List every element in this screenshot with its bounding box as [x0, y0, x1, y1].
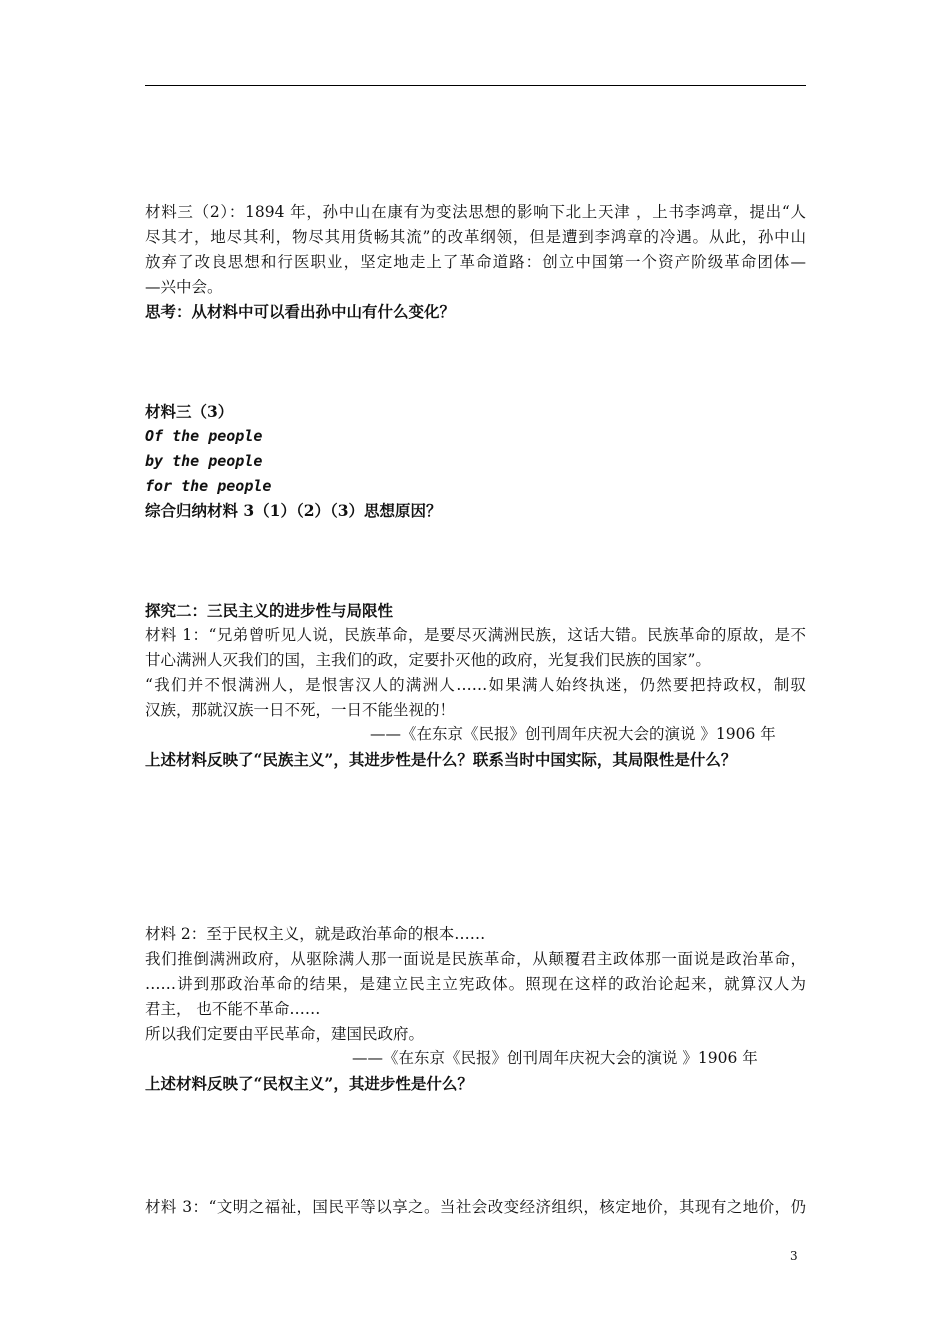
question-3: 上述材料反映了“民族主义”，其进步性是什么？联系当时中国实际，其局限性是什么？: [145, 750, 737, 769]
material-3-2-line-4: —兴中会。: [145, 278, 223, 296]
material-2-line-2: 我们推倒满洲政府，从驱除满人那一面说是民族革命，从颠覆君主政体那一面说是政治革命，: [145, 950, 806, 968]
material-3-2-line-3: 放弃了改良思想和行医职业，坚定地走上了革命道路：创立中国第一个资产阶级革命团体—: [145, 253, 806, 271]
material-1-line-1: 材料 1：“兄弟曾听见人说，民族革命，是要尽灭满洲民族，这话大错。民族革命的原故，是不: [145, 626, 806, 644]
material-3-2-line-1: 材料三（2）：1894 年，孙中山在康有为变法思想的影响下北上天津 ，上书李鸿章，提出“人: [145, 203, 806, 221]
material-3-line-1: 材料 3：“文明之福祉，国民平等以享之。当社会改变经济组织，核定地价，其现有之地价，仍: [145, 1198, 806, 1216]
page-number: 3: [790, 1249, 798, 1263]
material-2-line-3: ……讲到那政治革命的结果，是建立民主立宪政体。照现在这样的政治论起来，就算汉人为: [145, 975, 806, 993]
material-2-line-5: 所以我们定要由平民革命，建国民政府。: [145, 1025, 425, 1043]
material-2-source: ——《在东京《民报》创刊周年庆祝大会的演说 》1906 年: [352, 1049, 758, 1067]
material-1-line-3: “我们并不恨满洲人，是恨害汉人的满洲人……如果满人始终执迷，仍然要把持政权，制驭: [145, 676, 806, 694]
material-1-line-4: 汉族，那就汉族一日不死，一日不能坐视的！: [145, 701, 456, 719]
material-1-source: ——《在东京《民报》创刊周年庆祝大会的演说 》1906 年: [370, 725, 776, 743]
material-2-line-4: 君主， 也不能不革命……: [145, 1000, 321, 1018]
section-2-heading: 探究二：三民主义的进步性与局限性: [145, 601, 394, 620]
question-4: 上述材料反映了“民权主义”，其进步性是什么？: [145, 1074, 473, 1093]
quote-line-1: Of the people: [145, 427, 263, 445]
question-1: 思考：从材料中可以看出孙中山有什么变化？: [145, 302, 456, 321]
material-3-2-line-2: 尽其才，地尽其利，物尽其用货畅其流”的改革纲领，但是遭到李鸿章的冷遇。从此，孙中山: [145, 228, 806, 246]
question-2: 综合归纳材料 3（1）（2）（3）思想原因？: [145, 501, 442, 520]
material-2-line-1: 材料 2：至于民权主义，就是政治革命的根本……: [145, 925, 486, 943]
quote-line-2: by the people: [145, 452, 263, 470]
material-1-line-2: 甘心满洲人灭我们的国，主我们的政，定要扑灭他的政府，光复我们民族的国家”。: [145, 651, 711, 669]
material-3-3-title: 材料三（3）: [145, 402, 234, 421]
header-rule: [145, 85, 806, 86]
quote-line-3: for the people: [145, 477, 272, 495]
